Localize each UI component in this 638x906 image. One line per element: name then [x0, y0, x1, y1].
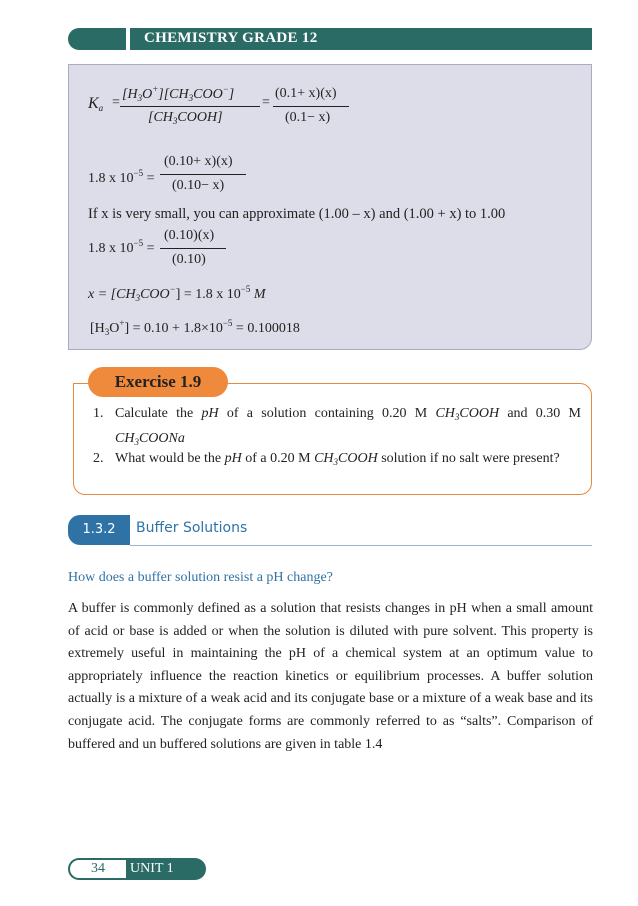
ka-numerator: $[H_3O^+][CH_3COO^-]$: [122, 84, 235, 103]
section-question: How does a buffer solution resist a pH change?: [68, 570, 333, 585]
section-divider: [130, 545, 592, 546]
section-title: Buffer Solutions: [136, 520, 248, 536]
unit-label: UNIT 1: [126, 858, 206, 880]
exercise-item-text: What would be the pH of a 0.20 M $CH_3COOH$ solution if no salt were present?: [115, 451, 560, 467]
page-number: 34: [68, 858, 126, 880]
eq5-line: $[H_3O^+] = 0.10 + 1.8\times 10^{-5} = 0.100018$: [90, 318, 300, 337]
eq2-denominator: (0.10− x): [172, 178, 225, 193]
approximation-text: If x is very small, you can approximate (1.00 – x) and (1.00 + x) to 1.00: [88, 206, 506, 222]
ka-symbol: $K_a$: [88, 95, 104, 113]
eq4-line: $x = [CH_3COO^-] = 1.8$ x $10^{-5}$ M: [88, 284, 266, 303]
ka-denominator: $[CH_3COOH]$: [148, 110, 223, 126]
ka-equals: =: [112, 95, 120, 110]
eq3-lhs: 1.8 x $10^{-5}$ =: [88, 238, 155, 256]
eq2-numerator: (0.10+ x)(x): [164, 154, 233, 169]
exercise-item-2: [93, 448, 583, 492]
section-number: 1.3.2: [68, 515, 130, 545]
exercise-item-text: Calculate the pH of a solution containing 0.20 M $CH_3COOH$ and 0.30 M $CH_3COONa$: [115, 406, 581, 447]
eq3-fraction-line: [160, 248, 226, 249]
exercise-item-1: [93, 403, 583, 447]
ka-fraction-line: [120, 106, 260, 107]
ka-rhs-denominator: (0.1− x): [285, 110, 331, 125]
header-left-tab: [68, 28, 126, 50]
ka-rhs-numerator: (0.1+ x)(x): [275, 86, 337, 101]
exercise-item-number: 1.: [93, 406, 104, 421]
eq3-numerator: (0.10)(x): [164, 228, 215, 243]
exercise-title: Exercise 1.9: [88, 367, 228, 397]
ka-equals-2: =: [262, 95, 270, 110]
section-paragraph: A buffer is commonly defined as a solution that resists changes in pH when a small amount of acid or base is added or when the solution is diluted with pure solvent. This property is extremely useful in maintaining the pH of a chemical system at an optimum value to appropriately influence the reaction kinetics or equilibrium processes. A buffer solution actually is a mixture of a weak acid and its conjugate base or a mixture of a weak base and its conjugate acid. The conjugate forms are commonly referred to as “salts”. Comparison of buffered and un buffered solutions are given in table 1.4: [68, 601, 593, 752]
exercise-item-number: 2.: [93, 451, 104, 466]
eq3-denominator: (0.10): [172, 252, 206, 267]
ka-rhs-fraction-line: [273, 106, 349, 107]
header-title: CHEMISTRY GRADE 12: [144, 30, 318, 46]
eq2-fraction-line: [160, 174, 246, 175]
eq2-lhs: 1.8 x $10^{-5}$ =: [88, 168, 155, 186]
